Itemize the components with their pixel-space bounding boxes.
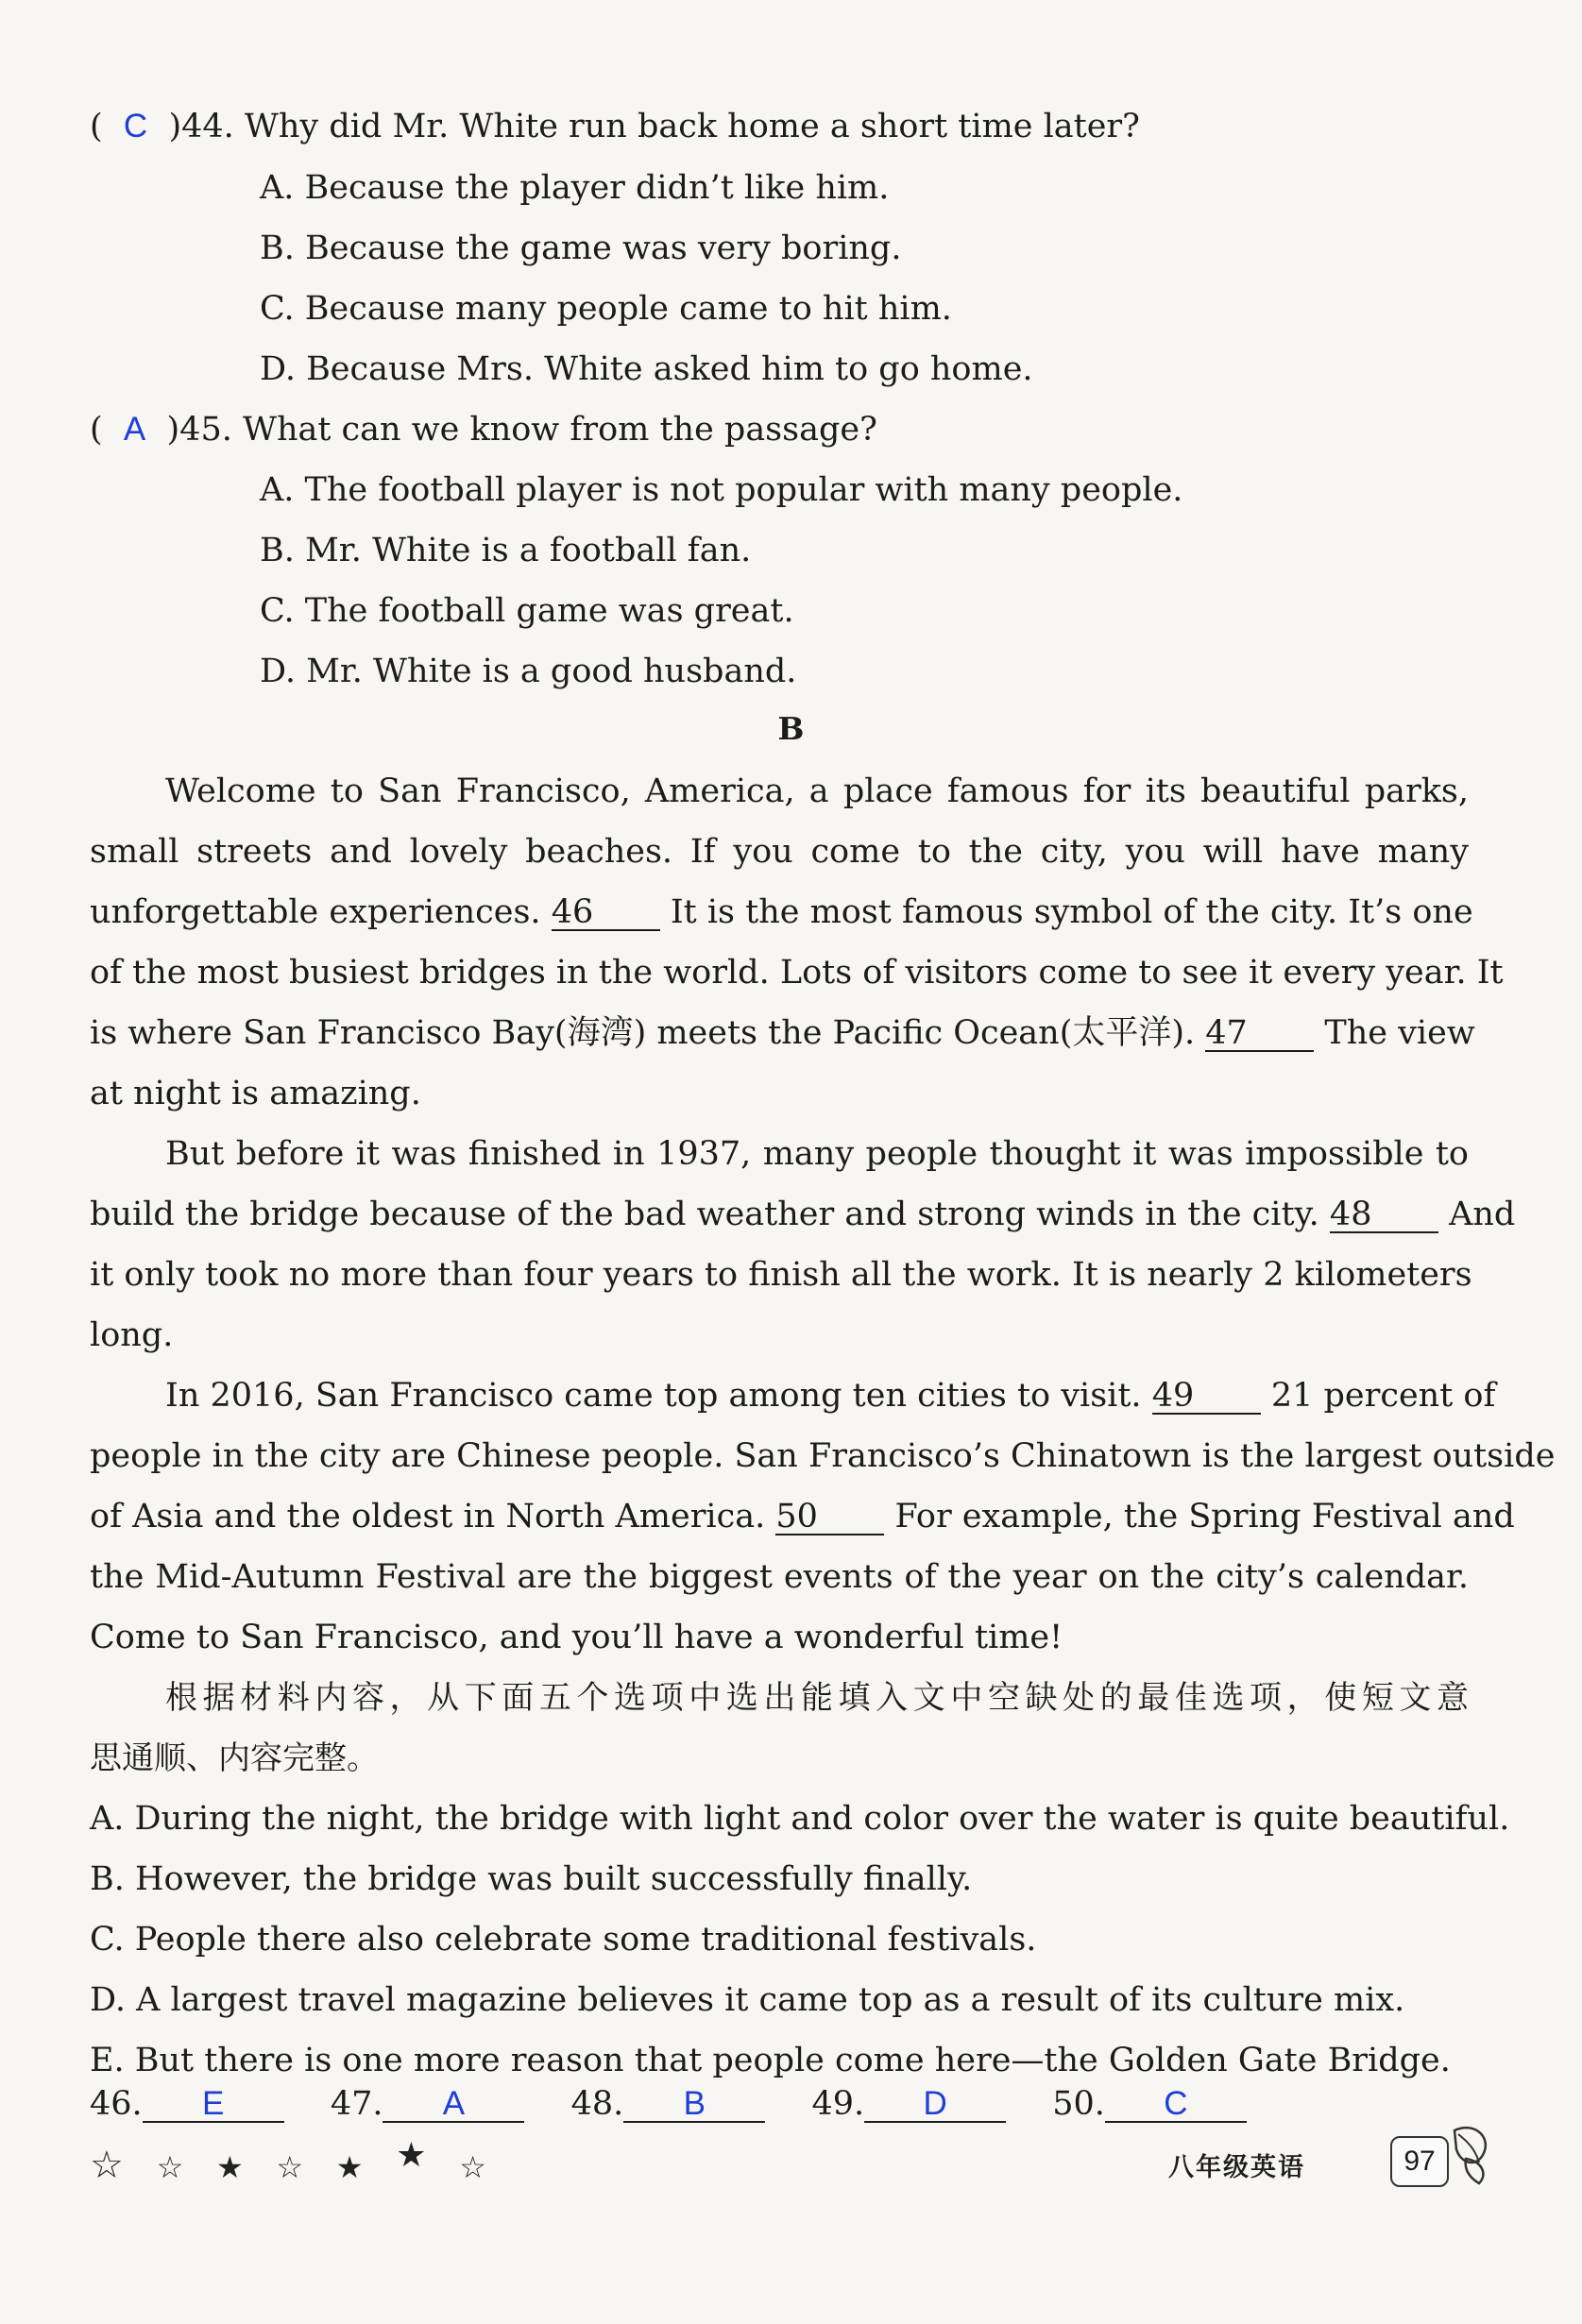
star-icon: ☆	[276, 2149, 304, 2185]
star-icon: ★	[335, 2149, 364, 2185]
passage-line: Welcome to San Francisco, America, a place famous for its beautiful parks,	[165, 772, 1469, 810]
answer-item	[811, 2083, 1006, 2125]
passage-line	[90, 1496, 1515, 1537]
star-icon: ☆	[90, 2144, 124, 2187]
answer-blank: C	[1105, 2087, 1247, 2123]
book-title: 八年级英语	[1168, 2153, 1305, 2182]
passage-text: unforgettable experiences.	[90, 893, 541, 931]
passage-line: the Mid-Autumn Festival are the biggest events of the year on the city’s calendar.	[90, 1558, 1469, 1596]
b-option-c: C. People there also celebrate some traditional festivals.	[90, 1921, 1037, 1959]
blank-50: 50	[775, 1500, 884, 1535]
b-option-e: E. But there is one more reason that people come here—the Golden Gate Bridge.	[90, 2042, 1451, 2079]
leaf-icon	[1447, 2121, 1494, 2187]
q44-option-a: A. Because the player didn’t like him.	[260, 169, 890, 207]
question-44-stem: Why did Mr. White run back home a short time later?	[244, 108, 1140, 145]
passage-text: In 2016, San Francisco came top among ten cities to visit.	[165, 1377, 1142, 1415]
passage-text: build the bridge because of the bad weather and strong winds in the city.	[90, 1196, 1319, 1233]
passage-line	[90, 1194, 1516, 1235]
answer-number: 46.	[90, 2085, 143, 2123]
passage-line: long.	[90, 1316, 174, 1354]
passage-line: it only took no more than four years to finish all the work. It is nearly 2 kilometers	[90, 1256, 1472, 1294]
blank-47: 47	[1205, 1016, 1314, 1052]
answer-number: 50.	[1052, 2085, 1105, 2123]
answer-number: 49.	[811, 2085, 865, 2123]
passage-text: is where San Francisco Bay(海湾) meets the Pacific Ocean(太平洋).	[90, 1014, 1196, 1052]
answer-item	[331, 2083, 525, 2125]
q45-option-d: D. Mr. White is a good husband.	[260, 653, 797, 690]
answer-blank: A	[383, 2087, 524, 2123]
star-icon: ★	[396, 2136, 427, 2175]
b-option-b: B. However, the bridge was built successfully finally.	[90, 1860, 973, 1898]
passage-text: It is the most famous symbol of the city. It’s one	[670, 893, 1473, 931]
passage-text: The view	[1324, 1014, 1475, 1052]
q45-option-a: A. The football player is not popular with many people.	[260, 471, 1183, 509]
b-option-d: D. A largest travel magazine believes it came top as a result of its culture mix.	[90, 1981, 1405, 2019]
page-number: 97	[1390, 2136, 1449, 2187]
blank-48: 48	[1330, 1197, 1438, 1233]
q44-option-d: D. Because Mrs. White asked him to go home.	[260, 350, 1033, 388]
passage-text: For example, the Spring Festival and	[894, 1498, 1515, 1535]
passage-line: of the most busiest bridges in the world. Lots of visitors come to see it every year. It	[90, 954, 1504, 992]
answer-item	[1052, 2083, 1247, 2125]
passage-line: people in the city are Chinese people. San Francisco’s Chinatown is the largest outside	[90, 1437, 1556, 1475]
question-45: ( A )45. What can we know from the passage?	[90, 411, 877, 449]
b-option-a: A. During the night, the bridge with light and color over the water is quite beautiful.	[90, 1800, 1510, 1838]
star-icon: ☆	[459, 2149, 486, 2185]
passage-text: And	[1449, 1196, 1516, 1233]
passage-line: at night is amazing.	[90, 1075, 421, 1112]
passage-line: But before it was finished in 1937, many people thought it was impossible to	[165, 1135, 1469, 1173]
star-icon: ☆	[156, 2149, 184, 2185]
q44-option-b: B. Because the game was very boring.	[260, 229, 902, 267]
passage-line	[90, 1012, 1475, 1054]
passage-line: small streets and lovely beaches. If you come to the city, you will have many	[90, 833, 1469, 871]
instruction-line: 思通顺、内容完整。	[90, 1739, 379, 1777]
q45-option-b: B. Mr. White is a football fan.	[260, 532, 752, 569]
q45-option-c: C. The football game was great.	[260, 592, 794, 630]
answer-item	[571, 2083, 766, 2125]
question-44: ( C )44. Why did Mr. White run back home a short time later?	[90, 108, 1140, 145]
passage-text: 21 percent of	[1270, 1377, 1496, 1415]
question-45-stem: What can we know from the passage?	[242, 411, 877, 449]
answer-blank: B	[623, 2087, 765, 2123]
answer-number: 47.	[330, 2085, 383, 2123]
answer-item	[90, 2083, 284, 2125]
answer-number: 48.	[570, 2085, 624, 2123]
answer-blank: D	[864, 2087, 1006, 2123]
passage-line	[165, 1375, 1496, 1416]
answer-blank: E	[143, 2087, 284, 2123]
q44-option-c: C. Because many people came to hit him.	[260, 290, 952, 328]
answer-row	[90, 2083, 1283, 2125]
question-45-number: 45.	[179, 411, 232, 449]
star-decoration	[90, 2136, 507, 2187]
passage-text: of Asia and the oldest in North America.	[90, 1498, 766, 1535]
passage-line: Come to San Francisco, and you’ll have a wonderful time!	[90, 1619, 1063, 1656]
answer-45: A	[123, 411, 146, 448]
answer-44: C	[123, 108, 148, 144]
question-44-number: 44.	[181, 108, 234, 145]
instruction-line: 根据材料内容，从下面五个选项中选出能填入文中空缺处的最佳选项，使短文意	[165, 1679, 1469, 1717]
blank-49: 49	[1152, 1379, 1261, 1415]
section-b-heading: B	[777, 710, 805, 747]
star-icon: ★	[215, 2149, 244, 2185]
blank-46: 46	[552, 895, 660, 931]
passage-line	[90, 891, 1473, 933]
